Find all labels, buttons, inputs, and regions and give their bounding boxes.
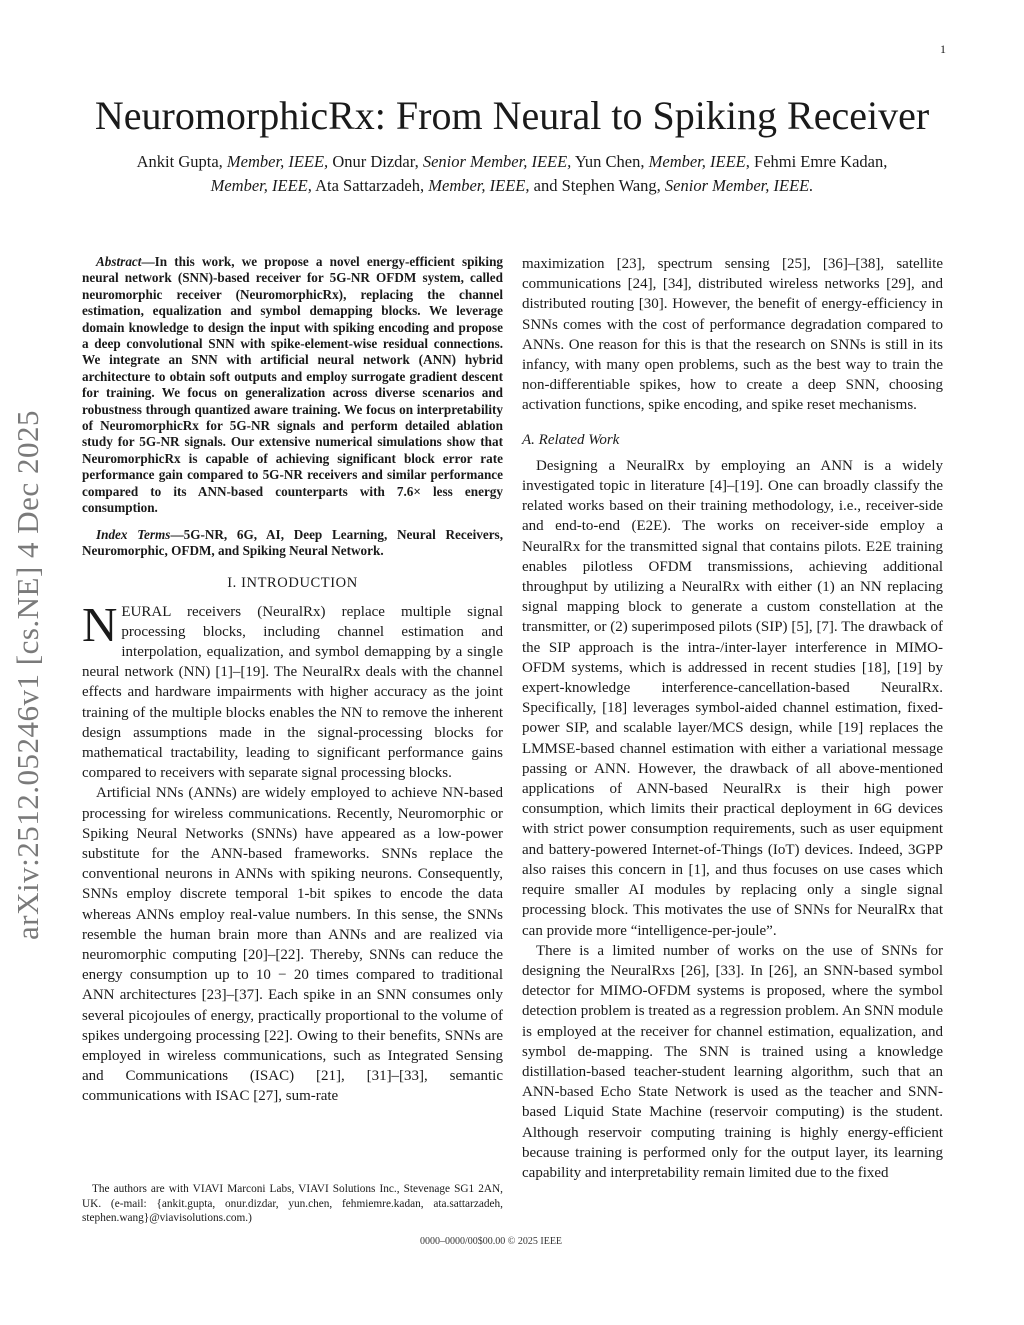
intro-paragraph-3: maximization [23], spectrum sensing [25], [36]–[38], satellite communications [24], [34], distributed wireless networks [29], and distributed routing [30]. However, the benefit of energy-efficiency in SNNs comes with the cost of performance degradation compared to ANNs. One reason for this is that the research on SNNs is still in its infancy, with many open problems, such as the best way to train the non-differentiable spikes, how to create a deep SNN, choosing activation functions, spike encoding, and spike reset mechanisms.	[522, 256, 943, 414]
author-affiliation: Member, IEEE,	[210, 176, 312, 195]
index-terms-text: —5G-NR, 6G, AI, Deep Learning, Neural Receivers, Neuromorphic, OFDM, and Spiking Neural Network.	[82, 526, 503, 558]
arxiv-identifier	[4, 380, 52, 970]
abstract-label: Abstract	[96, 254, 142, 269]
author-name: Ankit Gupta,	[136, 152, 227, 171]
index-terms	[82, 527, 503, 560]
author-affiliation: Senior Member, IEEE.	[664, 176, 814, 195]
author-footnote	[82, 1182, 503, 1226]
author-name: , Fehmi Emre Kadan,	[745, 152, 888, 171]
left-column	[82, 254, 503, 1107]
subsection-heading-related-work: A. Related Work	[522, 431, 620, 448]
intro-paragraph-1	[82, 596, 503, 784]
author-affiliation: Senior Member, IEEE,	[422, 152, 572, 171]
author-affiliation: Member, IEEE	[648, 152, 746, 171]
related-work-paragraph-1: Designing a NeuralRx by employing an ANN is a widely investigated topic in literature [4]–[19]. One can broadly classify the related works based on their training methodology, i.e., receiver-side and end-to-end (E2E). The works on receiver-side employ a NeuralRx for the transmitted signal that contains pilots. E2E training enables pilotless OFDM transmissions, achieving additional throughput by utilizing a NeuralRx with either (1) an NN replacing signal mapping block to generate a custom constellation at the transmitter, or (2) superimposed pilots (SIP) [5], [7]. The drawback of the SIP approach is the intra-/inter-layer interference in MIMO-OFDM systems, which is addressed in recent studies [18], [19] by expert-knowledge interference-cancellation-based NeuralRx. Specifically, [18] leverages symbol-aided channel estimation, fixed-power SIP, and scalable layer/MCS design, while [19] replaces the LMMSE-based channel estimation with either a variational message passing or ANN. However, the drawback of all above-mentioned applications of ANN-based NeuralRx is their high power consumption, which limits their practical deployment in 6G devices with strict power consumption requirements, such as user equipment and battery-powered Internet-of-Things (IoT) devices. Indeed, 3GPP also raises this concern in [1], and thus focuses on use cases which require smaller AI modules by replacing only a single signal processing block. This motivates the use of SNNs for NeuralRx that can provide more “intelligence-per-joule”.	[522, 457, 943, 939]
author-name: Ata Sattarzadeh,	[311, 176, 429, 195]
author-affiliation: Member, IEEE,	[226, 152, 329, 171]
author-list	[110, 150, 914, 198]
drop-cap: N	[82, 596, 118, 652]
intro-paragraph-1-text: EURAL receivers (NeuralRx) replace multiple signal processing blocks, including channel estimation and interpolation, equalization, and symbol demapping by a single neural network (NN) [1]–[19]. The NeuralRx deals with the channel effects and hardware impairments with higher accuracy as the joint training of the multiple blocks enables the NN to remove the inherent design assumptions made in the signal-processing blocks for mathematical tractability, leading to significant performance gains compared to receivers with separate signal processing blocks.	[82, 603, 503, 782]
abstract	[82, 254, 503, 517]
index-terms-label: Index Terms	[96, 526, 171, 542]
author-name: Yun Chen,	[571, 152, 649, 171]
copyright-notice: 0000–0000/00$00.00 © 2025 IEEE	[420, 1236, 563, 1247]
page-number: 1	[940, 42, 946, 56]
related-work-paragraph-2: There is a limited number of works on the use of SNNs for designing the NeuralRxs [26], [33]. In [26], an SNN-based symbol detector for MIMO-OFDM systems is proposed, where the symbol detection problem is treated as a regression problem. An SNN module is employed at the receiver for channel estimation, equalization, and symbol de-mapping. The SNN is trained using a knowledge distillation-based teacher-student learning algorithm, such that an ANN-based Echo State Network is used as the teacher and SNN-based Liquid State Machine (reservoir computing) is the student. Although reservoir computing training is highly energy-efficient because training is performed only for the output layer, its learning capability and interpretability remain limited due to the fixed	[522, 942, 943, 1181]
intro-paragraph-2: Artificial NNs (ANNs) are widely employed to achieve NN-based processing for wireless communications. Recently, Neuromorphic or Spiking Neural Networks (SNNs) have appeared as a low-power substitute for the ANN-based frameworks. SNNs replace the conventional neurons in ANNs with spiking neurons. Consequently, SNNs employ discrete temporal 1-bit spikes to encode the data whereas ANNs employ real-value numbers. In this sense, the SNNs resemble the human brain more than ANNs and are realized via neuromorphic computing [20]–[22]. Thereby, SNNs can reduce the energy consumption up to 10 − 20 times compared to traditional ANN architectures [23]–[37]. Each spike in an SNN consumes only several picojoules of energy, practically proportional to the volume of spikes undergoing processing [22]. Owing to their benefits, SNNs are employed in wireless communications, such as Integrated Sensing and Communications (ISAC) [21], [31]–[33], semantic communications with ISAC [27], sum-rate	[82, 785, 503, 1105]
author-footnote-text: The authors are with VIAVI Marconi Labs, VIAVI Solutions Inc., Stevenage SG1 2AN, UK. (e-mail: {ankit.gupta, onur.dizdar, yun.chen, fehmiemre.kadan, ata.sattarzadeh, stephen.wang}@viavisolutions.com.)	[82, 1183, 503, 1225]
section-heading-introduction: I. INTRODUCTION	[227, 575, 358, 592]
paper-title: NeuromorphicRx: From Neural to Spiking Receiver	[94, 93, 930, 138]
author-affiliation: Member, IEEE,	[428, 176, 530, 195]
arxiv-identifier-text: arXiv:2512.05246v1 [cs.NE] 4 Dec 2025	[10, 410, 45, 940]
author-name: and Stephen Wang,	[529, 176, 665, 195]
author-name: Onur Dizdar,	[328, 152, 423, 171]
abstract-text: —In this work, we propose a novel energy-efficient spiking neural network (SNN)-based receiver for 5G-NR OFDM system, called neuromorphic receiver (NeuromorphicRx), replacing the channel estimation, equalization and symbol demapping blocks. We leverage domain knowledge to design the input with spiking encoding and propose a deep convolutional SNN with spike-element-wise residual connections. We integrate an SNN with artificial neural network (ANN) hybrid architecture to obtain soft outputs and employ surrogate gradient descent for training. We focus on generalization across diverse scenarios and robustness through quantized aware training. We focus on interpretability of NeuromorphicRx for 5G-NR signals and perform detailed ablation study for 5G-NR signals. Our extensive numerical simulations show that NeuromorphicRx is capable of achieving significant block error rate performance gain compared to 5G-NR receivers and similar performance compared to its ANN-based counterparts with 7.6× less energy consumption.	[82, 254, 503, 516]
right-column	[522, 254, 943, 1183]
